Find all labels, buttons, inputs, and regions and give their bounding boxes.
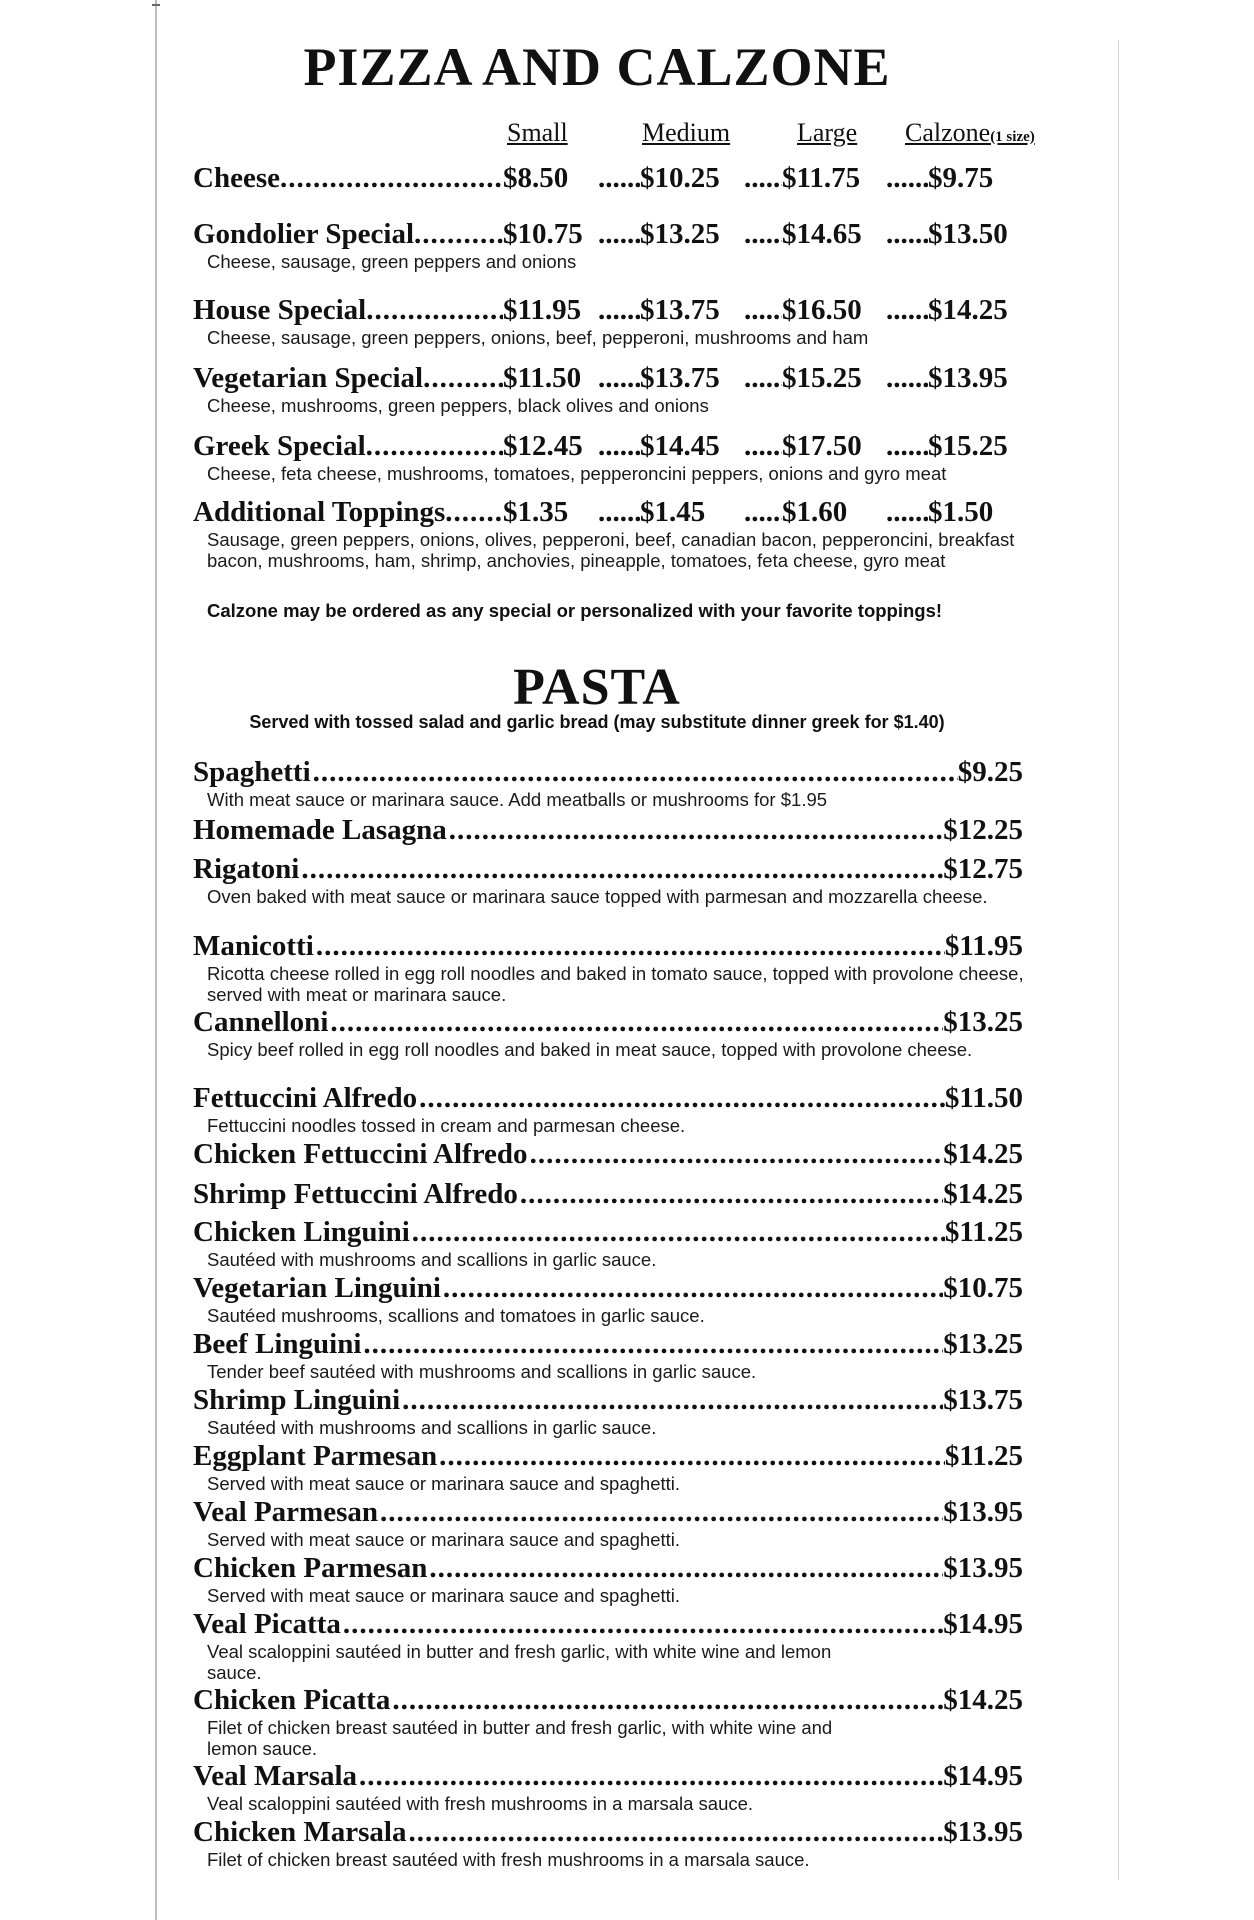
pasta-description: Oven baked with meat sauce or marinara sauce topped with parmesan and mozzarella cheese. [207, 886, 988, 907]
pasta-name: Cannelloni [193, 1006, 329, 1038]
pizza-description: Cheese, feta cheese, mushrooms, tomatoes, pepperoncini peppers, onions and gyro meat [207, 463, 947, 484]
price-medium: $13.25 [640, 218, 720, 250]
leader-dots [328, 1006, 943, 1039]
leader-dots [410, 1216, 945, 1249]
pizza-row [193, 162, 1043, 195]
pasta-name: Veal Picatta [193, 1608, 341, 1640]
leader-dots [299, 853, 943, 886]
pasta-item [193, 1138, 1023, 1171]
pasta-item [193, 814, 1023, 847]
pasta-description: Spicy beef rolled in egg roll noodles and baked in meat sauce, topped with provolone cheese. [207, 1039, 973, 1060]
pizza-row-line [193, 218, 1043, 251]
leader-dots [886, 362, 928, 395]
leader-dots [744, 294, 782, 327]
leader-dots [314, 930, 945, 963]
calzone-note: Calzone may be ordered as any special or personalized with your favorite toppings! [207, 600, 943, 621]
pasta-item [193, 1552, 1023, 1606]
pasta-description: Filet of chicken breast sautéed with fresh mushrooms in a marsala sauce. [207, 1849, 810, 1870]
leader-dots [528, 1138, 944, 1171]
pizza-row [193, 430, 1043, 484]
pizza-name-text: Vegetarian Special [193, 362, 424, 394]
price-small: $11.95 [503, 294, 582, 326]
leader-dots [341, 1608, 943, 1641]
price-small: $1.35 [503, 496, 569, 528]
pasta-description: Sautéed mushrooms, scallions and tomatoes in garlic sauce. [207, 1305, 705, 1326]
page-edge-right [1118, 40, 1119, 1880]
pasta-price: $14.95 [943, 1608, 1023, 1640]
pasta-description: Veal scaloppini sautéed with fresh mushrooms in a marsala sauce. [207, 1793, 754, 1814]
pasta-item [193, 1496, 1023, 1550]
leader-dots [744, 218, 782, 251]
pasta-item-line [193, 930, 1023, 963]
pasta-description: Served with meat sauce or marinara sauce and spaghetti. [207, 1529, 681, 1550]
pasta-item-line [193, 814, 1023, 847]
pasta-item-line [193, 1384, 1023, 1417]
pasta-price: $13.95 [943, 1816, 1023, 1848]
pasta-price: $12.25 [943, 814, 1023, 846]
pizza-name-text: Greek Special [193, 430, 366, 462]
leader-dots [744, 430, 782, 463]
price-small: $12.45 [503, 430, 583, 462]
pasta-item [193, 853, 1023, 907]
pasta-item-line [193, 1006, 1023, 1039]
pasta-price: $9.25 [957, 756, 1023, 788]
leader-dots [447, 814, 944, 847]
pasta-item-line [193, 1684, 1023, 1717]
pasta-name: Beef Linguini [193, 1328, 362, 1360]
pasta-item [193, 1272, 1023, 1326]
pasta-item-line [193, 853, 1023, 886]
pasta-name: Fettuccini Alfredo [193, 1082, 418, 1114]
pasta-item-line [193, 1760, 1023, 1793]
pasta-price: $13.95 [943, 1552, 1023, 1584]
leader-dots [744, 362, 782, 395]
price-large: $16.50 [782, 294, 862, 326]
pasta-item-line [193, 1552, 1023, 1585]
price-small: $10.75 [503, 218, 583, 250]
price-small: $8.50 [503, 162, 569, 194]
pasta-item [193, 930, 1023, 1005]
pizza-row-line [193, 162, 1043, 195]
pasta-item [193, 1082, 1023, 1136]
pasta-item-line [193, 1440, 1023, 1473]
size-header-large: Large [797, 118, 858, 147]
pasta-item [193, 1178, 1023, 1211]
pasta-name: Rigatoni [193, 853, 300, 885]
pasta-description: Tender beef sautéed with mushrooms and scallions in garlic sauce. [207, 1361, 757, 1382]
pasta-name: Chicken Marsala [193, 1816, 407, 1848]
pasta-name: Chicken Fettuccini Alfredo [193, 1138, 528, 1170]
pasta-item [193, 1816, 1023, 1870]
pizza-row-line [193, 430, 1043, 463]
pasta-item-line [193, 1816, 1023, 1849]
leader-dots [357, 1760, 943, 1793]
leader-dots [886, 430, 928, 463]
pasta-price: $10.75 [943, 1272, 1023, 1304]
price-calzone: $9.75 [928, 162, 994, 194]
price-medium: $1.45 [640, 496, 706, 528]
leader-dots [518, 1178, 943, 1211]
price-calzone: $14.25 [928, 294, 1008, 326]
price-large: $1.60 [782, 496, 848, 528]
pizza-row-line [193, 294, 1043, 327]
price-small: $11.50 [503, 362, 582, 394]
leader-dots [886, 496, 928, 529]
pasta-name: Vegetarian Linguini [193, 1272, 441, 1304]
price-large: $14.65 [782, 218, 862, 250]
price-large: $15.25 [782, 362, 862, 394]
size-header-row [193, 118, 1043, 152]
leader-dots [886, 294, 928, 327]
pasta-description: With meat sauce or marinara sauce. Add meatballs or mushrooms for $1.95 [207, 789, 828, 810]
page-edge-tick [152, 4, 160, 6]
pasta-item [193, 756, 1023, 810]
pizza-row [193, 218, 1043, 272]
leader-dots [598, 162, 640, 195]
size-header-calzone-label: Calzone [905, 118, 991, 147]
pasta-item-line [193, 1082, 1023, 1115]
pasta-item [193, 1328, 1023, 1382]
pasta-name: Veal Marsala [193, 1760, 358, 1792]
pizza-name [193, 430, 503, 463]
pasta-item [193, 1006, 1023, 1060]
pizza-name [193, 496, 503, 529]
pizza-section-title: PIZZA AND CALZONE [303, 37, 891, 97]
pasta-section-title: PASTA [513, 659, 681, 716]
leader-dots [744, 162, 782, 195]
pasta-item [193, 1684, 1023, 1759]
leader-dots [311, 756, 958, 789]
pasta-price: $11.50 [944, 1082, 1023, 1114]
leader-dots [378, 1496, 943, 1529]
leader-dots [598, 362, 640, 395]
price-medium: $13.75 [640, 294, 720, 326]
pasta-item-line [193, 1496, 1023, 1529]
pasta-subtitle: Served with tossed salad and garlic bread (may substitute dinner greek for $1.40) [249, 712, 945, 732]
pasta-item-line [193, 1328, 1023, 1361]
pasta-name: Shrimp Fettuccini Alfredo [193, 1178, 518, 1210]
pasta-price: $14.25 [943, 1178, 1023, 1210]
pasta-price: $13.25 [943, 1328, 1023, 1360]
pasta-price: $11.25 [944, 1216, 1023, 1248]
pasta-description: Sautéed with mushrooms and scallions in garlic sauce. [207, 1249, 657, 1270]
pizza-row [193, 294, 1043, 348]
leader-dots [744, 496, 782, 529]
price-large: $11.75 [782, 162, 861, 194]
pasta-name: Spaghetti [193, 756, 311, 788]
size-header-medium: Medium [642, 118, 731, 147]
pasta-item [193, 1216, 1023, 1270]
pasta-item-line [193, 756, 1023, 789]
leader-dots [598, 218, 640, 251]
pasta-price: $14.25 [943, 1138, 1023, 1170]
price-calzone: $15.25 [928, 430, 1008, 462]
leader-dots [886, 162, 928, 195]
pizza-name [193, 218, 503, 251]
pasta-item [193, 1384, 1023, 1438]
pasta-name: Eggplant Parmesan [193, 1440, 438, 1472]
pasta-price: $13.75 [943, 1384, 1023, 1416]
pizza-row [193, 362, 1043, 416]
size-header-calzone-note: (1 size) [990, 129, 1035, 145]
pasta-name: Shrimp Linguini [193, 1384, 401, 1416]
pasta-price: $14.95 [943, 1760, 1023, 1792]
price-calzone: $13.95 [928, 362, 1008, 394]
pizza-name-text: Gondolier Special [193, 218, 415, 250]
pasta-item-line [193, 1272, 1023, 1305]
leader-dots [406, 1816, 943, 1849]
pizza-name-text: House Special [193, 294, 367, 326]
leader-dots [400, 1384, 943, 1417]
leader-dots [390, 1684, 943, 1717]
pasta-description: Sautéed with mushrooms and scallions in garlic sauce. [207, 1417, 657, 1438]
leader-dots [361, 1328, 943, 1361]
pizza-description: Cheese, sausage, green peppers and onions [207, 251, 577, 272]
pasta-item-line [193, 1608, 1023, 1641]
leader-dots [417, 1082, 945, 1115]
page-edge-left [155, 0, 157, 1920]
pasta-item [193, 1760, 1023, 1814]
pizza-description: Cheese, mushrooms, green peppers, black olives and onions [207, 395, 709, 416]
pasta-price: $11.25 [944, 1440, 1023, 1472]
price-calzone: $13.50 [928, 218, 1008, 250]
price-large: $17.50 [782, 430, 862, 462]
pasta-name: Chicken Picatta [193, 1684, 391, 1716]
pasta-description: Fettuccini noodles tossed in cream and parmesan cheese. [207, 1115, 686, 1136]
pasta-price: $12.75 [943, 853, 1023, 885]
pasta-name: Chicken Parmesan [193, 1552, 428, 1584]
pasta-description: Veal scaloppini sautéed in butter and fresh garlic, with white wine and lemon sauce. [207, 1641, 832, 1683]
price-medium: $13.75 [640, 362, 720, 394]
pasta-item-line [193, 1216, 1023, 1249]
pasta-item-line [193, 1138, 1023, 1171]
pasta-item-line [193, 1178, 1023, 1211]
pasta-price: $11.95 [944, 930, 1023, 962]
pizza-name-text: Additional Toppings [193, 496, 446, 528]
pasta-price: $13.25 [943, 1006, 1023, 1038]
pizza-name-text: Cheese [193, 162, 280, 194]
pizza-row-line [193, 496, 1043, 529]
leader-dots [886, 218, 928, 251]
pasta-name: Manicotti [193, 930, 314, 962]
leader-dots [598, 430, 640, 463]
leader-dots [437, 1440, 945, 1473]
pasta-name: Homemade Lasagna [193, 814, 447, 846]
pizza-name [193, 362, 503, 395]
pasta-price: $13.95 [943, 1496, 1023, 1528]
pasta-item [193, 1440, 1023, 1494]
leader-dots [598, 294, 640, 327]
pizza-description: Sausage, green peppers, onions, olives, pepperoni, beef, canadian bacon, pepperoncini, breakfast bacon, mushrooms, ham, shrimp, anchovies, pineapple, tomatoes, feta cheese, gyro meat [207, 529, 1015, 571]
pasta-description: Served with meat sauce or marinara sauce and spaghetti. [207, 1473, 681, 1494]
leader-dots [441, 1272, 943, 1305]
price-medium: $14.45 [640, 430, 720, 462]
size-header-small: Small [507, 118, 568, 147]
pasta-name: Chicken Linguini [193, 1216, 410, 1248]
size-header-calzone [905, 118, 1035, 148]
leader-dots [427, 1552, 943, 1585]
price-medium: $10.25 [640, 162, 720, 194]
leader-dots [598, 496, 640, 529]
pizza-row [193, 496, 1043, 571]
pizza-name [193, 162, 503, 195]
pasta-description: Served with meat sauce or marinara sauce and spaghetti. [207, 1585, 681, 1606]
pasta-name: Veal Parmesan [193, 1496, 378, 1528]
pasta-description: Ricotta cheese rolled in egg roll noodles and baked in tomato sauce, topped with provolone cheese, served with meat or marinara sauce. [207, 963, 1024, 1005]
pizza-row-line [193, 362, 1043, 395]
pizza-description: Cheese, sausage, green peppers, onions, beef, pepperoni, mushrooms and ham [207, 327, 869, 348]
pizza-name [193, 294, 503, 327]
pasta-item [193, 1608, 1023, 1683]
pasta-price: $14.25 [943, 1684, 1023, 1716]
price-calzone: $1.50 [928, 496, 994, 528]
pasta-description: Filet of chicken breast sautéed in butter and fresh garlic, with white wine and lemon sauce. [207, 1717, 833, 1759]
